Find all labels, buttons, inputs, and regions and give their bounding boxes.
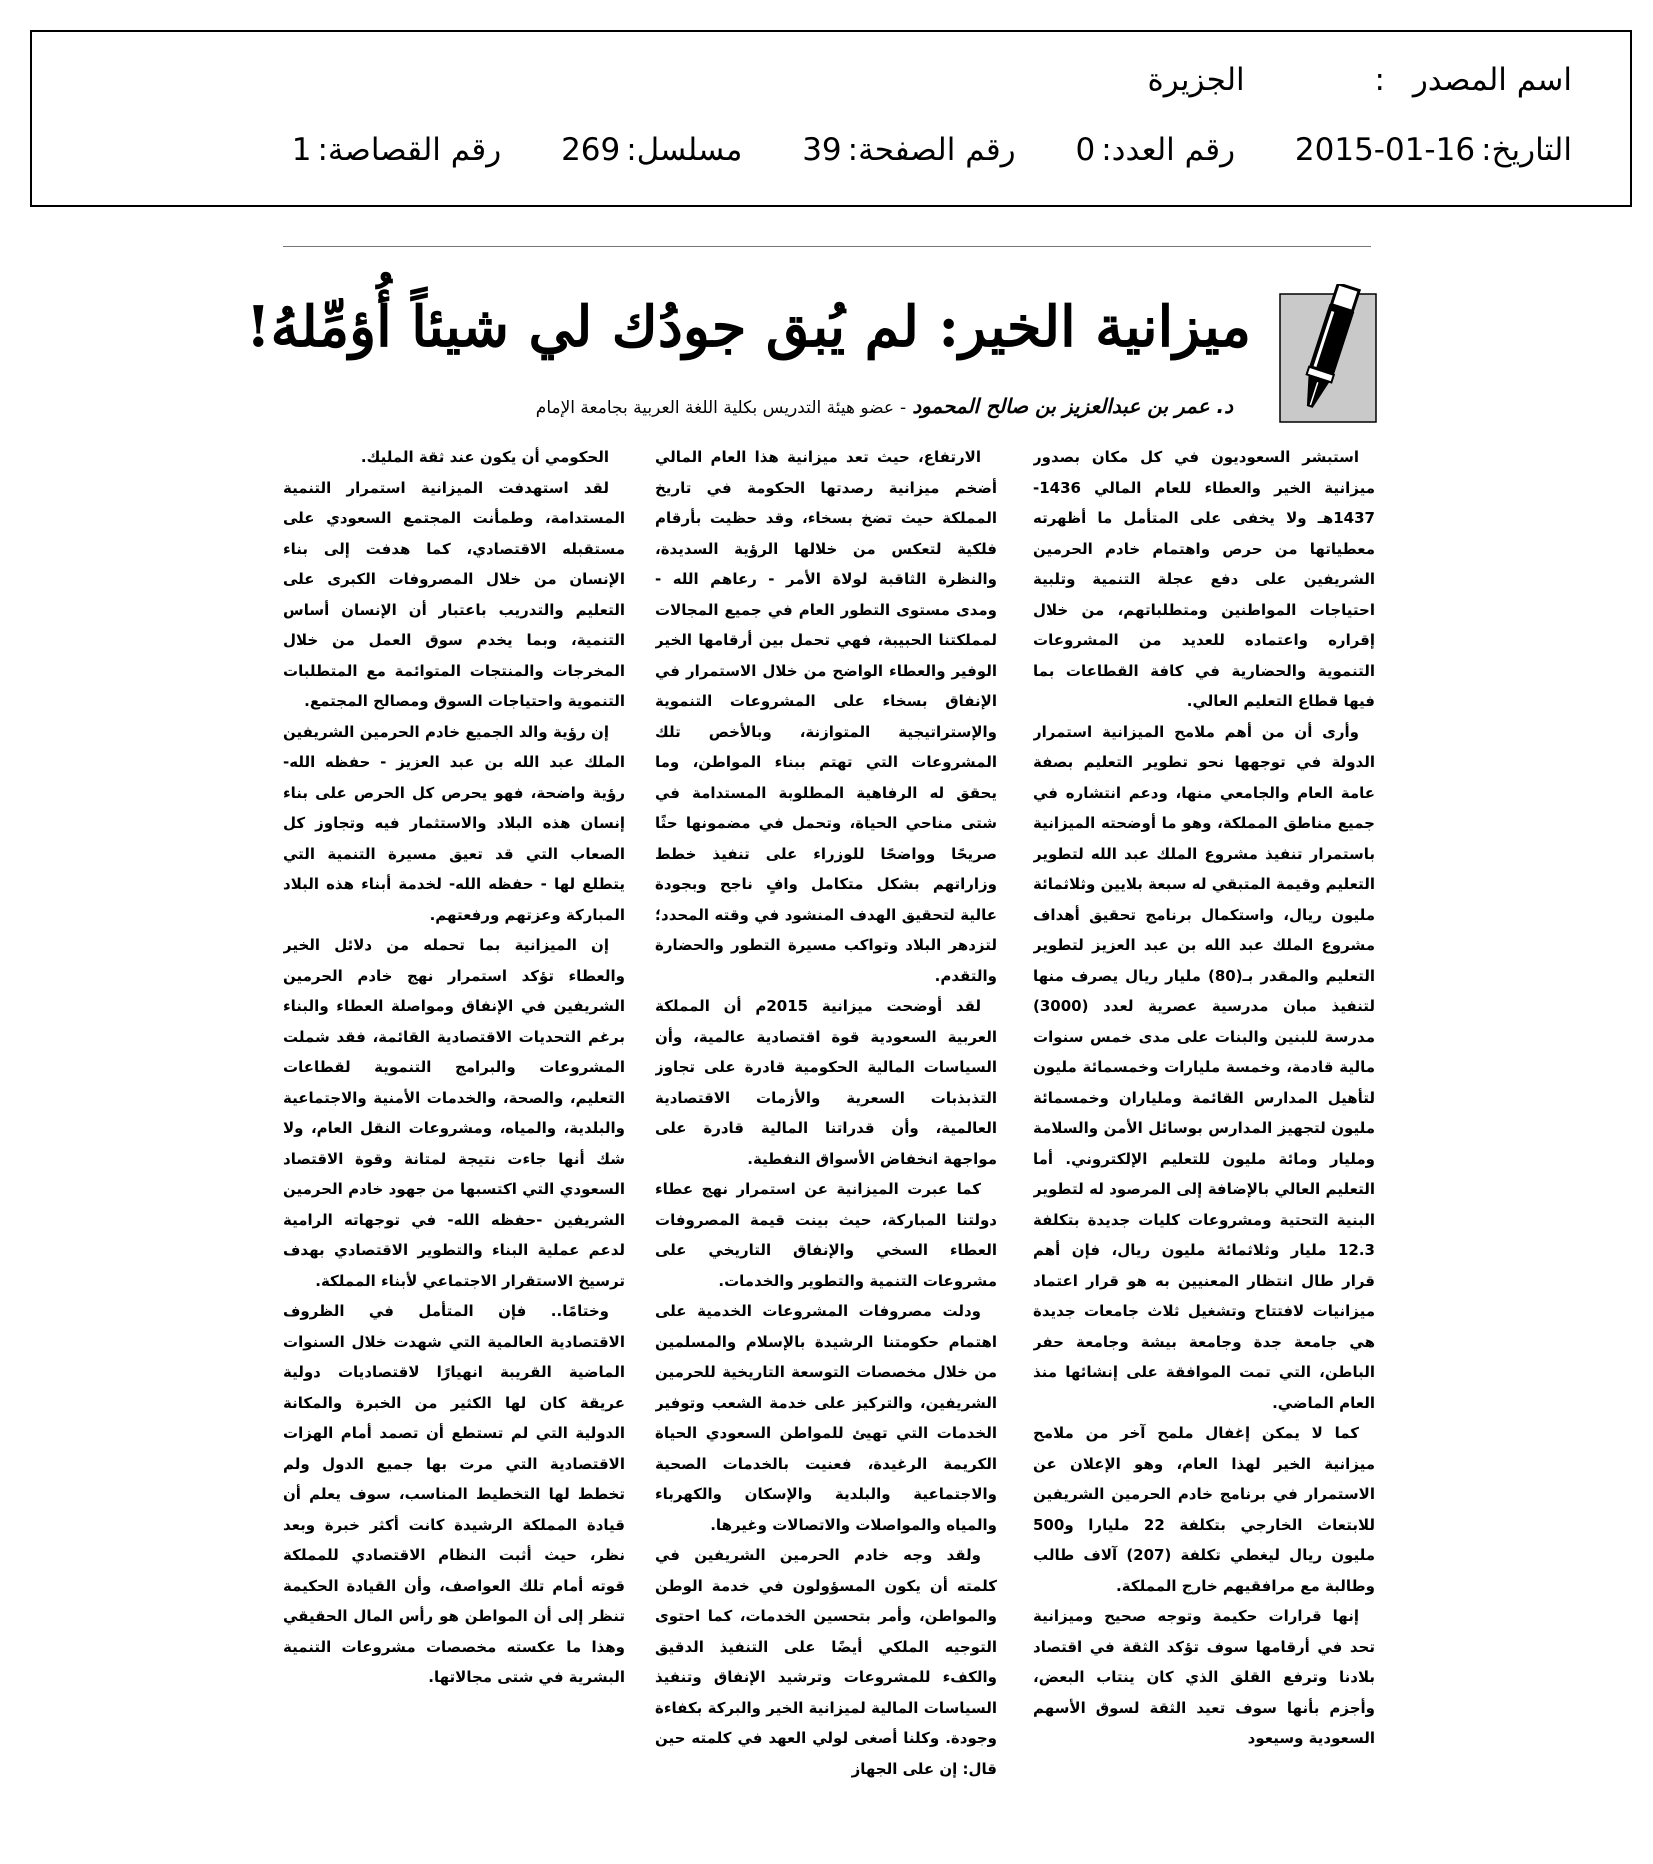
paragraph: إن رؤية والد الجميع خادم الحرمين الشريفين الملك عبد الله بن عبد العزيز - حفظه الله- رؤية واضحة، فهو يحرص كل الحرص على بناء إنسان هذه البلاد والاستثمار فيه وتجاوز كل الصعاب التي قد تعيق مسيرة التنمية التي يتطلع لها - حفظه الله- لخدمة أبناء هذه البلاد المباركة وعزتهم ورفعتهم. — [283, 722, 625, 924]
source-colon: : — [1374, 62, 1385, 98]
serial-label: مسلسل: — [626, 132, 743, 168]
serial-value: 269 — [561, 132, 621, 168]
page-label: رقم الصفحة: — [847, 132, 1016, 168]
document-info-box — [30, 30, 1632, 207]
paragraph: وختامًا.. فإن المتأمل في الظروف الاقتصادية العالمية التي شهدت خلال السنوات الماضية القريبة انهيارًا لاقتصاديات دولية عريقة كان لها الكثير من الخبرة والمكانة الدولية التي لم تستطع أن تصمد أمام الهزات الاقتصادية التي مرت بها جميع الدول ولم تخطط لها التخطيط المناسب، سوف يعلم أن قيادة المملكة الرشيدة كانت أكثر خبرة وبعد نظر، حيث أثبت النظام الاقتصادي للمملكة قوته أمام تلك العواصف، وأن القيادة الحكيمة تنظر إلى أن المواطن هو رأس المال الحقيقي وهذا ما عكسته مخصصات مشروعات التنمية البشرية في شتى مجالاتها. — [283, 1302, 625, 1686]
paragraph: كما عبرت الميزانية عن استمرار نهج عطاء دولتنا المباركة، حيث بينت قيمة المصروفات العطاء السخي والإنفاق التاريخي على مشروعات التنمية والتطوير والخدمات. — [655, 1180, 997, 1290]
fountain-pen-icon — [1278, 284, 1378, 426]
paragraph: وأرى أن من أهم ملامح الميزانية استمرار الدولة في توجهها نحو تطوير التعليم بصفة عامة العام والجامعي منها، ودعم انتشاره في جميع مناطق المملكة، وهو ما أوضحته الميزانية باستمرار تنفيذ مشروع الملك عبد الله لتطوير التعليم وقيمة المتبقي له سبعة بلايين وثلاثمائة مليون ريال، واستكمال برنامج تحقيق أهداف مشروع الملك عبد الله بن عبد العزيز لتطوير التعليم والمقدر بـ(80) مليار ريال يصرف منها لتنفيذ مبان مدرسية عصرية لعدد (3000) مدرسة للبنين والبنات على مدى خمس سنوات مالية قادمة، وخمسة مليارات وخمسمائة مليون لتأهيل المدارس القائمة وملياران وخمسمائة مليون لتجهيز المدارس بوسائل الأمن والسلامة ومليار ومائة مليون للتعليم الإلكتروني. أما التعليم العالي بالإضافة إلى المرصود له لتطوير البنية التحتية ومشروعات كليات جديدة بتكلفة 12.3 مليار وثلاثمائة مليون ريال، فإن أهم قرار طال انتظار المعنيين به هو قرار اعتماد ميزانيات لافتتاح وتشغيل ثلاث جامعات جديدة هي جامعة جدة وجامعة بيشة وجامعة حفر الباطن، التي تمت الموافقة على إنشائها منذ العام الماضي. — [1033, 722, 1375, 1412]
source-value: الجزيرة — [1147, 62, 1245, 98]
article-column-3 — [283, 442, 625, 1852]
issue-value: 0 — [1075, 132, 1096, 168]
top-rule — [283, 246, 1371, 247]
source-row — [72, 60, 1572, 100]
paragraph: إنها قرارات حكيمة وتوجه صحيح وميزانية تحد في أرقامها سوف تؤكد الثقة في اقتصاد بلادنا وترفع القلق الذي كان ينتاب البعض، وأجزم بأنها سوف تعيد الثقة لسوق الأسهم السعودية وسيعود — [1033, 1607, 1375, 1747]
clip-value: 1 — [291, 132, 312, 168]
paragraph: إن الميزانية بما تحمله من دلائل الخير والعطاء تؤكد استمرار نهج خادم الحرمين الشريفين في الإنفاق ومواصلة العطاء والبناء برغم التحديات الاقتصادية القائمة، فقد شملت المشروعات والبرامج التنموية لقطاعات التعليم، والصحة، والخدمات الأمنية والاجتماعية والبلدية، والمياه، ومشروعات النقل العام، ولا شك أنها جاءت نتيجة لمتانة وقوة الاقتصاد السعودي التي اكتسبها من جهود خادم الحرمين الشريفين -حفظه الله- في توجهاته الرامية لدعم عملية البناء والتطوير الاقتصادي بهدف ترسيخ الاستقرار الاجتماعي لأبناء المملكة. — [283, 936, 625, 1290]
paragraph: استبشر السعوديون في كل مكان بصدور ميزانية الخير والعطاء للعام المالي 1436-1437هـ ولا يخفى على المتأمل ما أظهرته معطياتها من حرص واهتمام خادم الحرمين الشريفين على دفع عجلة التنمية وتلبية احتياجات المواطنين ومتطلباتهم، من خلال إقراره واعتماده للعديد من المشروعات التنموية والحضارية في كافة القطاعات بما فيها قطاع التعليم العالي. — [1033, 448, 1375, 710]
paragraph: كما لا يمكن إغفال ملمح آخر من ملامح ميزانية الخير لهذا العام، وهو الإعلان عن الاستمرار في برنامج خادم الحرمين الشريفين للابتعاث الخارجي بتكلفة 22 مليارا و500 مليون ريال ليغطي تكلفة (207) آلاف طالب وطالبة مع مرافقيهم خارج المملكة. — [1033, 1424, 1375, 1595]
page-value: 39 — [802, 132, 842, 168]
paragraph: ودلت مصروفات المشروعات الخدمية على اهتمام حكومتنا الرشيدة بالإسلام والمسلمين من خلال مخصصات التوسعة التاريخية للحرمين الشريفين، والتركيز على خدمة الشعب وتوفير الخدمات التي تهيئ للمواطن السعودي الحياة الكريمة الرغيدة، فعنيت بالخدمات الصحية والاجتماعية والبلدية والإسكان والكهرباء والمياه والمواصلات والاتصالات وغيرها. — [655, 1302, 997, 1534]
clip-label: رقم القصاصة: — [317, 132, 502, 168]
article-column-1 — [1033, 442, 1375, 1852]
paragraph: الارتفاع، حيث تعد ميزانية هذا العام المالي أضخم ميزانية رصدتها الحكومة في تاريخ المملكة حيث تضخ بسخاء، وقد حظيت بأرقام فلكية لتعكس من خلالها الرؤية السديدة، والنظرة الثاقبة لولاة الأمر - رعاهم الله - ومدى مستوى التطور العام في جميع المجالات لمملكتنا الحبيبة، فهي تحمل بين أرقامها الخير الوفير والعطاء الواضح من خلال الاستمرار في الإنفاق بسخاء على المشروعات التنموية والإستراتيجية المتوازنة، وبالأخص تلك المشروعات التي تهتم ببناء المواطن، وما يحقق له الرفاهية المطلوبة المستدامة في شتى مناحي الحياة، وتحمل في مضمونها حثًا صريحًا وواضحًا للوزراء على تنفيذ خطط وزاراتهم بشكل متكامل وافٍ ناجح وبجودة عالية لتحقيق الهدف المنشود في وقته المحدد؛ لتزدهر البلاد وتواكب مسيرة التطور والحضارة والتقدم. — [655, 448, 997, 985]
byline — [283, 386, 1233, 426]
author-name: د. عمر بن عبدالعزيز بن صالح المحمود — [912, 394, 1233, 418]
date-label: التاريخ: — [1481, 132, 1572, 168]
paragraph: لقد أوضحت ميزانية 2015م أن المملكة العربية السعودية قوة اقتصادية عالمية، وأن السياسات المالية الحكومية قادرة على تجاوز التذبذبات السعرية والأزمات الاقتصادية العالمية، وأن قدراتنا المالية قادرة على مواجهة انخفاض الأسواق النفطية. — [655, 997, 997, 1168]
paragraph: ولقد وجه خادم الحرمين الشريفين في كلمته أن يكون المسؤولون في خدمة الوطن والمواطن، وأمر بتحسين الخدمات، كما احتوى التوجيه الملكي أيضًا على التنفيذ الدقيق والكفء للمشروعات وترشيد الإنفاق وتنفيذ السياسات المالية لميزانية الخير والبركة بكفاءة وجودة. وكلنا أصغى لولي العهد في كلمته حين قال: إن على الجهاز — [655, 1546, 997, 1778]
paragraph: الحكومي أن يكون عند ثقة المليك. — [360, 448, 609, 466]
date-value: 2015-01-16 — [1294, 132, 1476, 168]
meta-row — [72, 130, 1572, 170]
paragraph: لقد استهدفت الميزانية استمرار التنمية المستدامة، وطمأنت المجتمع السعودي على مستقبله الاقتصادي، كما هدفت إلى بناء الإنسان من خلال المصروفات الكبرى على التعليم والتدريب باعتبار أن الإنسان أساس التنمية، وبما يخدم سوق العمل من خلال المخرجات والمنتجات المتوائمة مع المتطلبات التنموية واحتياجات السوق ومصالح المجتمع. — [283, 478, 625, 710]
source-label: اسم المصدر — [1412, 62, 1572, 98]
author-title: عضو هيئة التدريس بكلية اللغة العربية بجامعة الإمام — [535, 398, 895, 418]
article-headline: ميزانية الخير: لم يُبق جودُك لي شيئاً أُؤمِّلهُ! — [246, 294, 1251, 360]
article-column-2 — [655, 442, 997, 1852]
byline-separator: - — [900, 398, 907, 418]
issue-label: رقم العدد: — [1101, 132, 1236, 168]
